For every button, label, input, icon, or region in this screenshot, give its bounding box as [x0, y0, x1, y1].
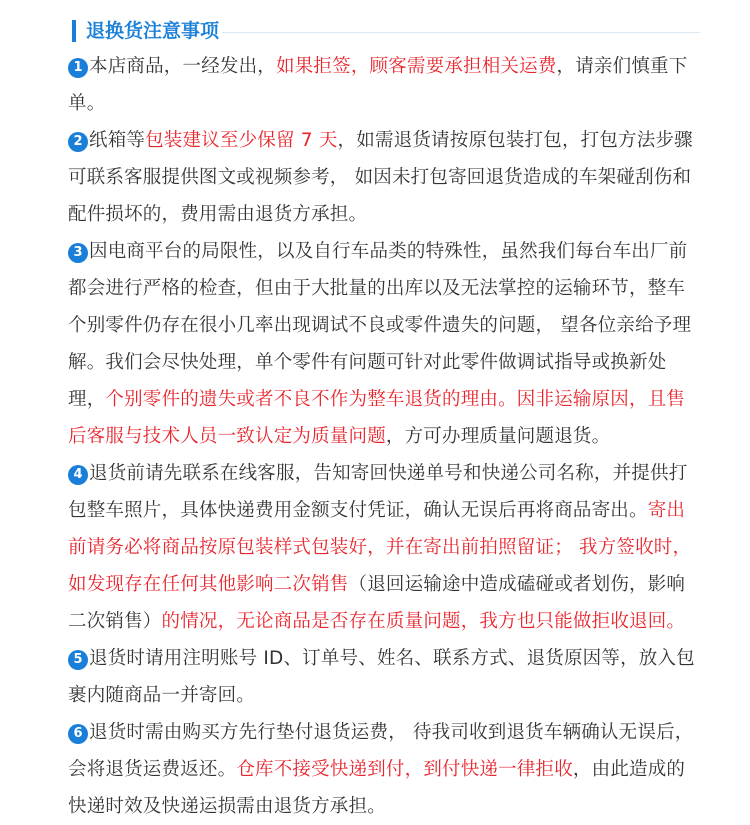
header-accent-bar: [72, 20, 76, 42]
header-divider: [222, 32, 700, 33]
note-highlight-text: 如果拒签，顾客需要承担相关运费: [276, 56, 557, 77]
note-text: 因电商平台的局限性，以及自行车品类的特殊性，虽然我们每台车出厂前都会进行严格的检查，但由于大批量的出库以及无法掌控的运输环节，整车个别零件仍存在很小几率出现调试不良或零件遗失的问题， 望各位亲给予理解。我们会尽快处理，单个零件有问题可针对此零件做调试指导或换新处理，: [68, 241, 692, 410]
number-badge-icon: 5: [68, 650, 88, 670]
page-title: 退换货注意事项: [86, 20, 220, 42]
note-text: 退货时请用注明账号 ID、订单号、姓名、联系方式、退货原因等，放入包裹内随商品一并寄回。: [68, 648, 695, 706]
note-text: ，如需退货请按原包装打包，打包方法步骤可联系客服提供图文或视频参考， 如因未打包寄回退货造成的车架碰刮伤和配件损坏的，费用需由退货方承担。: [68, 130, 693, 225]
note-text: 退货时需由购买方先行垫付退货运费， 待我司收到退货车辆确认无误后，会将退货运费返还。: [68, 722, 694, 780]
number-badge-icon: 3: [68, 243, 88, 263]
number-badge-icon: 1: [68, 58, 88, 78]
number-badge-icon: 4: [68, 465, 88, 485]
note-item-3: [68, 233, 700, 455]
note-text: 本店商品，一经发出，: [89, 56, 277, 77]
number-badge-icon: 6: [68, 724, 88, 744]
note-highlight-text: 仓库不接受快递到付，到付快递一律拒收: [236, 759, 573, 780]
return-notes-list: [68, 48, 700, 825]
note-text: 退货前请先联系在线客服，告知寄回快递单号和快递公司名称，并提供打包整车照片，具体快递费用金额支付凭证，确认无误后再将商品寄出。: [68, 463, 688, 521]
note-text: 纸箱等: [89, 130, 146, 151]
section-header: [72, 18, 700, 48]
note-highlight-text: 的情况，无论商品是否存在质量问题，我方也只能做拒收退回。: [161, 611, 686, 632]
note-highlight-text: 寄出前请务必将商品按原包装样式包装好，并在寄出前拍照留证； 我方签收时，如发现存在任何其他影响二次销售: [68, 500, 692, 595]
note-item-6: [68, 714, 700, 825]
note-item-1: [68, 48, 700, 122]
note-item-2: [68, 122, 700, 233]
number-badge-icon: 2: [68, 132, 88, 152]
note-text: ，请亲们慎重下单。: [68, 56, 688, 114]
note-highlight-text: 个别零件的遗失或者不良不作为整车退货的理由。因非运输原因，且售后客服与技术人员一致认定为质量问题: [68, 389, 686, 447]
note-text: （退回运输途中造成磕碰或者划伤，影响二次销售）: [68, 574, 686, 632]
note-item-5: [68, 640, 700, 714]
note-item-4: [68, 455, 700, 640]
note-text: ，方可办理质量问题退货。: [385, 426, 611, 447]
note-highlight-text: 包装建议至少保留 7 天: [145, 130, 338, 151]
note-text: ，由此造成的快递时效及快递运损需由退货方承担。: [68, 759, 686, 817]
